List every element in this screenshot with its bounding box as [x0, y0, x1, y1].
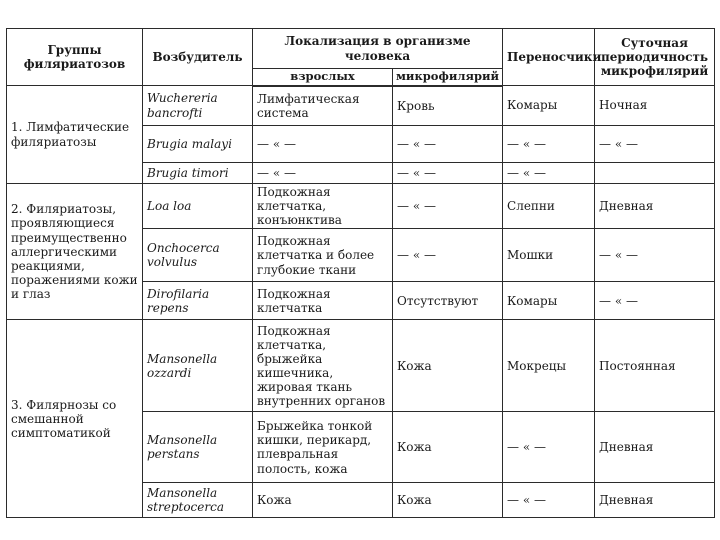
- periodicity-cell: — « —: [595, 282, 715, 320]
- pathogen-cell: Brugia timori: [143, 163, 253, 184]
- header-row-1: [7, 29, 715, 69]
- adults-cell: Подкожная клетчатка и более глубокие ткани: [253, 229, 393, 282]
- adults-cell: Кожа: [253, 483, 393, 518]
- periodicity-cell: [595, 163, 715, 184]
- microfilariae-cell: — « —: [393, 163, 503, 184]
- adults-cell: Подкожная клетчатка, брыжейка кишечника, жировая ткань внутренних органов: [253, 320, 393, 412]
- microfilariae-cell: Кожа: [393, 483, 503, 518]
- vector-cell: — « —: [503, 126, 595, 163]
- adults-cell: — « —: [253, 126, 393, 163]
- group-cell: 1. Лимфатические филяриатозы: [7, 86, 143, 184]
- pathogen-cell: Loa loa: [143, 184, 253, 229]
- table-row: [7, 320, 715, 412]
- adults-cell: — « —: [253, 163, 393, 184]
- microfilariae-cell: Отсутствуют: [393, 282, 503, 320]
- header-vectors: Переносчики: [503, 29, 595, 86]
- header-pathogen: Возбудитель: [143, 29, 253, 86]
- adults-cell: Лимфатическая система: [253, 86, 393, 126]
- table-row: [7, 184, 715, 229]
- vector-cell: — « —: [503, 483, 595, 518]
- microfilariae-cell: Кожа: [393, 412, 503, 483]
- pathogen-cell: Dirofilaria repens: [143, 282, 253, 320]
- periodicity-cell: Дневная: [595, 412, 715, 483]
- pathogen-cell: Mansonella perstans: [143, 412, 253, 483]
- group-cell: 3. Филярнозы со смешанной симптоматикой: [7, 320, 143, 518]
- header-localization: Локализация в организме человека: [253, 29, 503, 69]
- group-cell: 2. Филяриатозы, проявляющиеся преимущественно аллергическими реакциями, поражениями кожи и глаз: [7, 184, 143, 320]
- header-groups: Группы филяриатозов: [7, 29, 143, 86]
- periodicity-cell: — « —: [595, 126, 715, 163]
- header-periodicity: Суточная периодичность микрофилярий: [595, 29, 715, 86]
- header-adults: взрослых: [253, 69, 393, 86]
- periodicity-cell: Постоянная: [595, 320, 715, 412]
- periodicity-cell: Дневная: [595, 184, 715, 229]
- vector-cell: Комары: [503, 282, 595, 320]
- microfilariae-cell: — « —: [393, 126, 503, 163]
- pathogen-cell: Onchocerca volvulus: [143, 229, 253, 282]
- pathogen-cell: Brugia malayi: [143, 126, 253, 163]
- filariasis-table-sheet: [6, 28, 714, 515]
- pathogen-cell: Wuchereria bancrofti: [143, 86, 253, 126]
- vector-cell: — « —: [503, 412, 595, 483]
- vector-cell: — « —: [503, 163, 595, 184]
- microfilariae-cell: — « —: [393, 229, 503, 282]
- periodicity-cell: Дневная: [595, 483, 715, 518]
- pathogen-cell: Mansonella streptocerca: [143, 483, 253, 518]
- filariasis-table: [6, 28, 715, 518]
- periodicity-cell: Ночная: [595, 86, 715, 126]
- microfilariae-cell: Кожа: [393, 320, 503, 412]
- vector-cell: Слепни: [503, 184, 595, 229]
- adults-cell: Подкожная клетчатка: [253, 282, 393, 320]
- periodicity-cell: — « —: [595, 229, 715, 282]
- microfilariae-cell: — « —: [393, 184, 503, 229]
- adults-cell: Брыжейка тонкой кишки, перикард, плевральная полость, кожа: [253, 412, 393, 483]
- adults-cell: Подкожная клетчатка, конъюнктива: [253, 184, 393, 229]
- microfilariae-cell: Кровь: [393, 86, 503, 126]
- pathogen-cell: Mansonella ozzardi: [143, 320, 253, 412]
- vector-cell: Мокрецы: [503, 320, 595, 412]
- header-microfilariae: микрофилярий: [393, 69, 503, 86]
- vector-cell: Комары: [503, 86, 595, 126]
- table-row: [7, 86, 715, 126]
- vector-cell: Мошки: [503, 229, 595, 282]
